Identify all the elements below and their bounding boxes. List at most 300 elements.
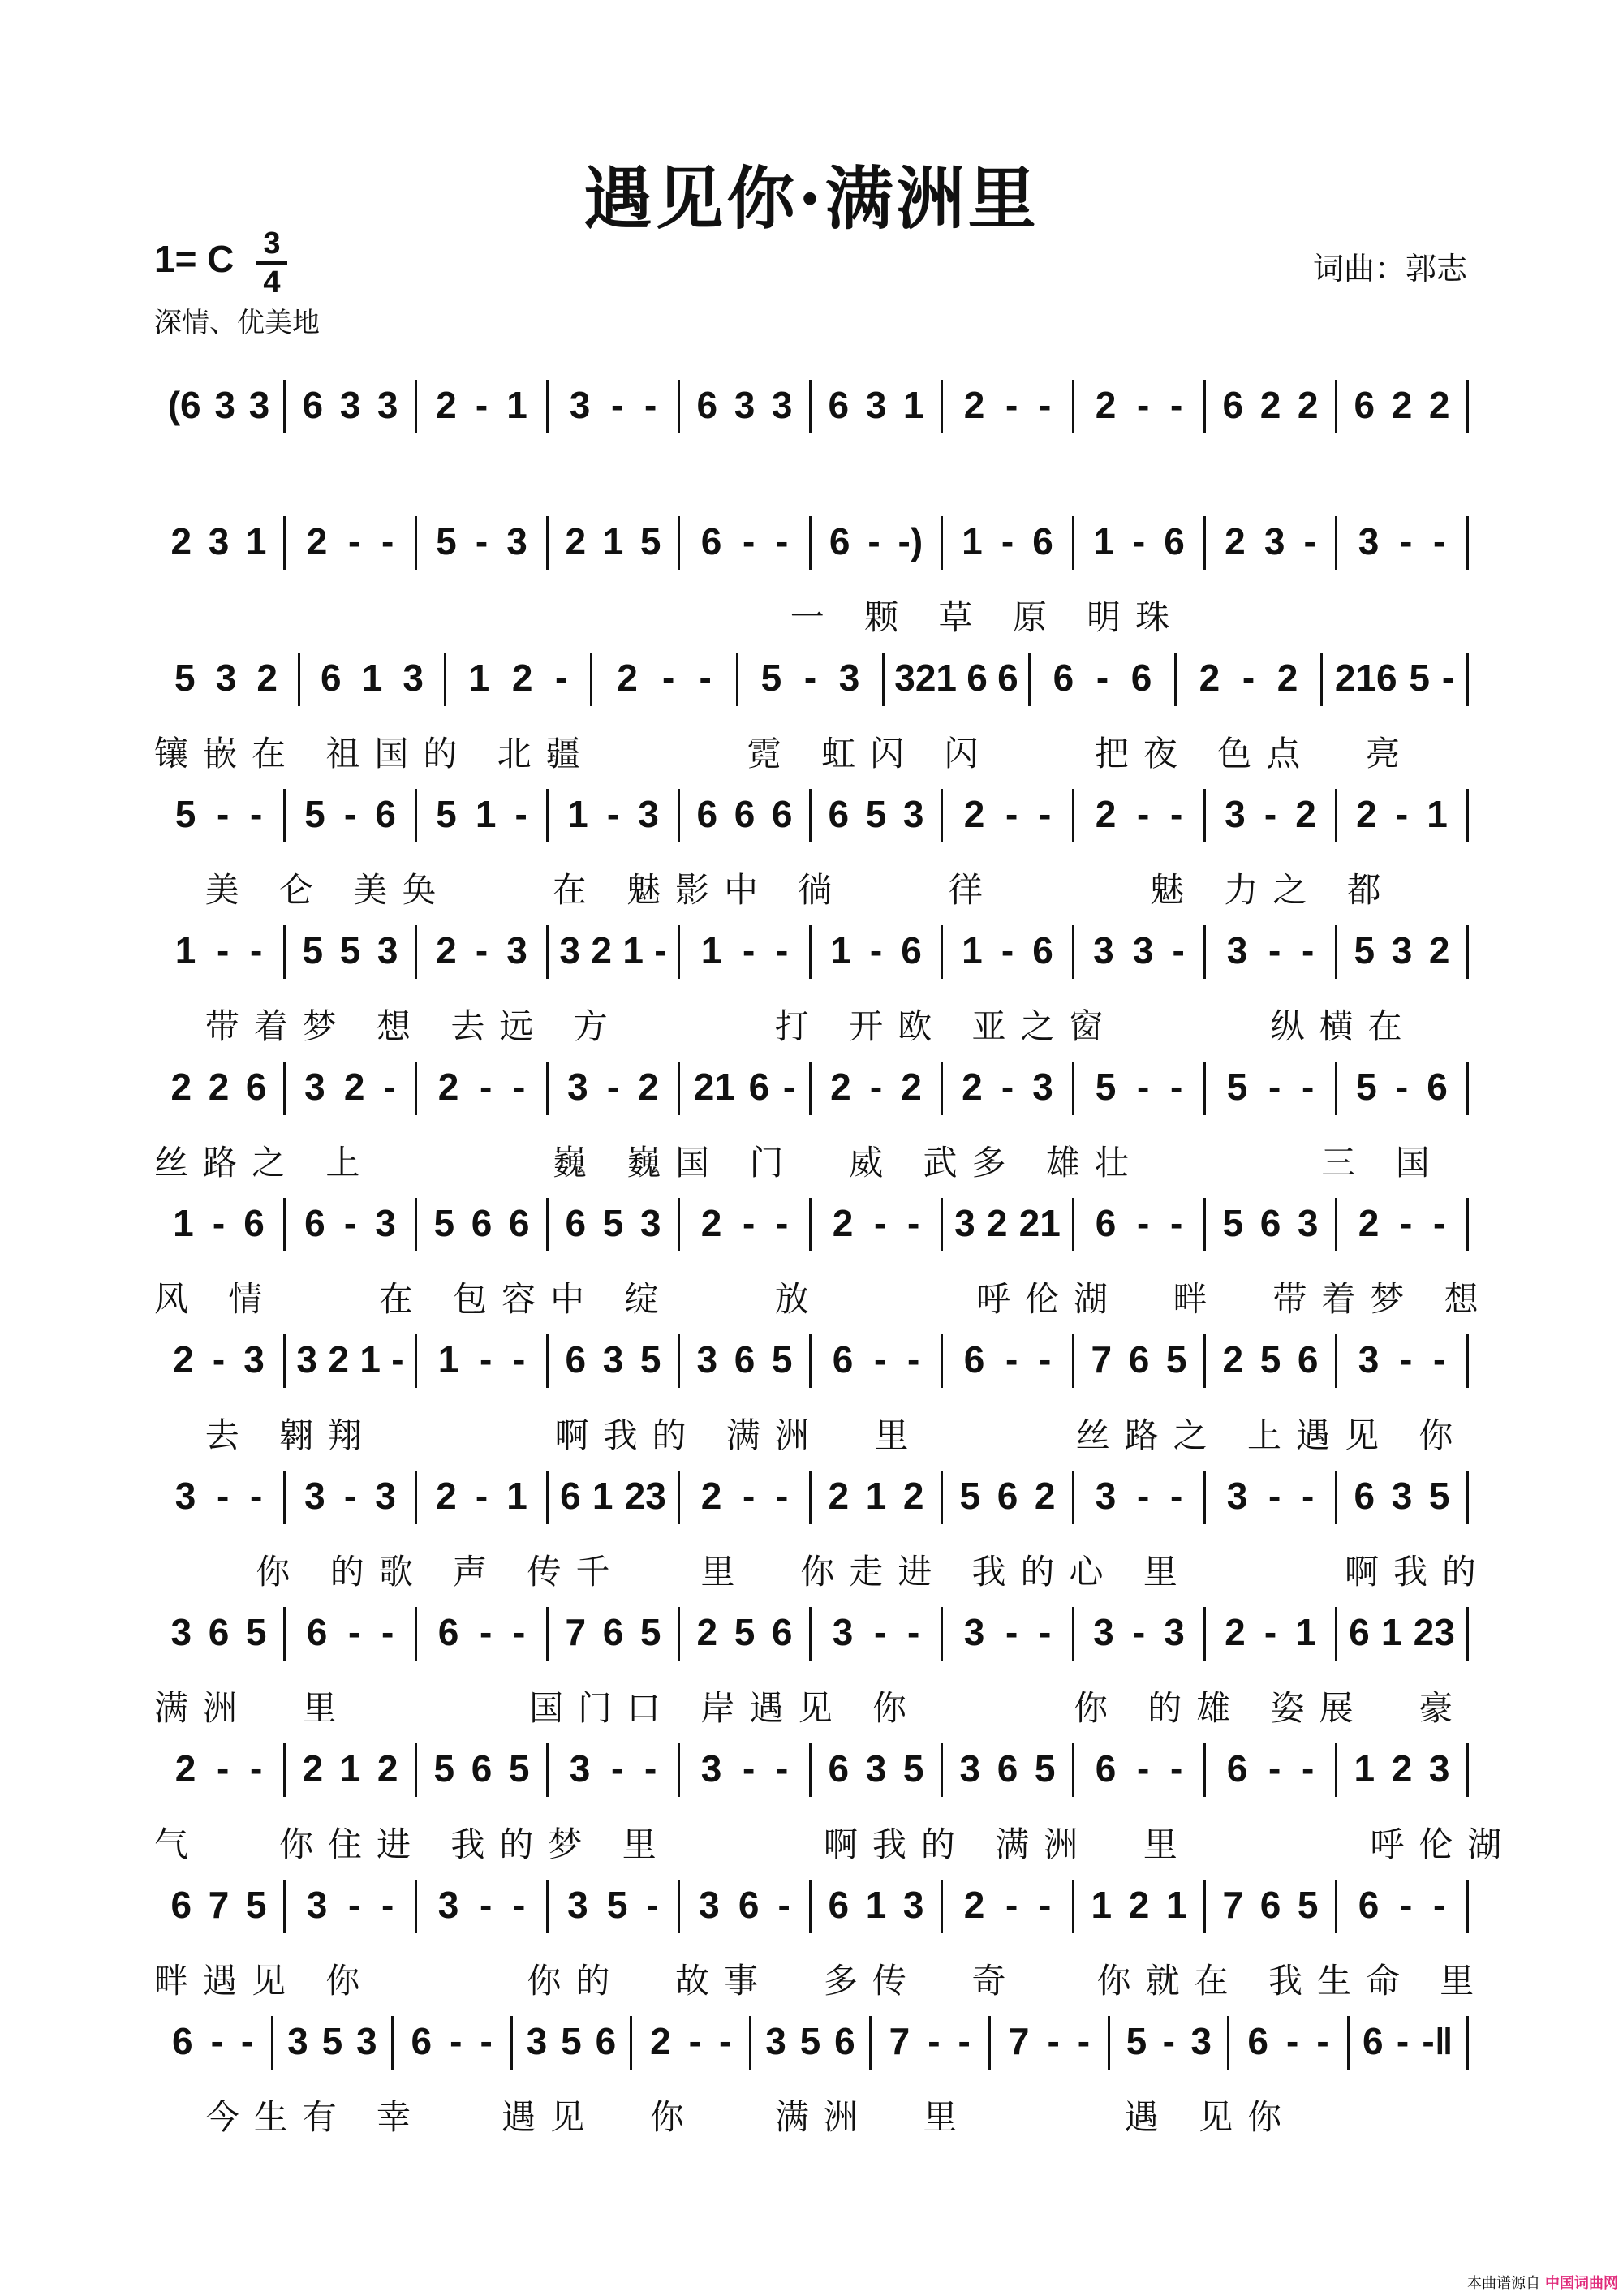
note: -: [958, 2020, 971, 2062]
note: -: [249, 929, 263, 971]
measure: [154, 1456, 283, 1537]
note: 6: [997, 1475, 1018, 1517]
measure: [154, 1865, 283, 1946]
note: 6: [1053, 657, 1074, 699]
measure: [549, 1729, 678, 1810]
measure: [943, 911, 1072, 992]
note: -: [646, 1884, 659, 1926]
note: 2: [436, 1475, 457, 1517]
note: 5: [639, 520, 661, 562]
note: 5: [561, 2020, 582, 2062]
barline: [1466, 380, 1469, 433]
lyric-line: 畔遇见 你 你的 故事 多传 奇 你就在 我生命 里: [154, 1961, 1489, 2001]
note: 5: [1259, 1338, 1281, 1381]
note: -: [479, 1066, 493, 1108]
note: 7: [208, 1884, 230, 1926]
note: -: [644, 1747, 657, 1790]
note: 3: [208, 520, 230, 562]
note: 6: [1032, 520, 1053, 562]
measure: [1323, 638, 1466, 719]
note: 2: [963, 1884, 985, 1926]
note: 6: [595, 2020, 617, 2062]
note: -: [1264, 1611, 1277, 1653]
measure-row: [154, 774, 1469, 855]
measure: [154, 774, 283, 855]
barline: [1466, 516, 1469, 570]
note: 6: [1226, 1747, 1248, 1790]
note: 7: [889, 2020, 911, 2062]
barline: [1466, 1607, 1469, 1661]
measure: [1229, 2001, 1346, 2083]
footer-site: 中国词曲网: [1545, 2275, 1618, 2292]
note: 2: [1358, 1202, 1380, 1244]
barline: [1466, 789, 1469, 842]
note: -: [777, 1884, 790, 1926]
note: 6: [828, 384, 850, 426]
note: 3: [1358, 520, 1380, 562]
lyric-line: 带着梦 想 去远 方 打 开欧 亚之窗 纵横在: [154, 1006, 1417, 1046]
note: 6: [560, 1475, 581, 1517]
note: 2: [832, 1202, 854, 1244]
measure: [1074, 1592, 1203, 1674]
barline: [1466, 1880, 1469, 1933]
note: -: [383, 1066, 396, 1108]
note: 6: [208, 1611, 230, 1653]
note: -: [1005, 793, 1018, 835]
note: 5: [1297, 1884, 1319, 1926]
lyric-line: 今生有 幸 遇见 你 满洲 里 遇 见你: [154, 2097, 1297, 2137]
note: -: [1001, 929, 1014, 971]
note: 6: [565, 1338, 587, 1381]
note: 2: [1095, 384, 1117, 426]
measure: [417, 774, 546, 855]
score-system: [154, 774, 1469, 908]
note: 6: [306, 1611, 328, 1653]
note: 6: [834, 2020, 855, 2062]
measure: [812, 1183, 941, 1264]
score-system: [154, 911, 1469, 1045]
note: -: [1432, 1884, 1446, 1926]
note: 2: [306, 520, 328, 562]
note: -: [1005, 1611, 1018, 1653]
measure: [417, 1320, 546, 1401]
measure: [286, 911, 415, 992]
measure: [286, 1320, 415, 1401]
note: 2: [170, 520, 192, 562]
note: -: [1242, 657, 1255, 699]
measure: [943, 1592, 1072, 1674]
note: (6: [167, 384, 201, 426]
note: -: [1399, 1338, 1413, 1381]
note: 3: [569, 384, 591, 426]
note: -‖: [1422, 2020, 1453, 2062]
note: 2: [436, 384, 457, 426]
note: 3: [1391, 929, 1413, 971]
key-signature: 1= C: [154, 238, 235, 280]
measure: [1074, 1183, 1203, 1264]
score-system: [154, 1729, 1517, 1864]
note: 5: [771, 1338, 793, 1381]
measure: [1337, 774, 1466, 855]
measure: [154, 1183, 283, 1264]
note: -: [216, 1747, 230, 1790]
note: -: [1162, 2020, 1175, 2062]
measure: [446, 638, 590, 719]
note: 5: [174, 657, 196, 699]
measure: [286, 1047, 415, 1128]
note: -: [1169, 1202, 1183, 1244]
measure: [680, 1047, 809, 1128]
measure: [286, 365, 415, 446]
note: 6: [734, 1338, 756, 1381]
note: -: [1301, 1066, 1315, 1108]
note: -: [347, 520, 361, 562]
measure: [417, 1592, 546, 1674]
note: 6: [832, 1338, 854, 1381]
note: -: [1268, 1747, 1281, 1790]
measure: [549, 911, 678, 992]
note: 6: [471, 1202, 493, 1244]
note: -: [1038, 384, 1052, 426]
measure: [1074, 1320, 1203, 1401]
score-system: [154, 1320, 1469, 1454]
barline: [1466, 1743, 1469, 1797]
note: 23: [1413, 1611, 1455, 1653]
note: 2: [1199, 657, 1220, 699]
note: -: [1169, 1475, 1183, 1517]
note: 5: [902, 1747, 924, 1790]
measure-row: [154, 1047, 1469, 1128]
note: 6: [1358, 1884, 1380, 1926]
note: -: [1301, 1747, 1315, 1790]
note: 3: [1093, 929, 1114, 971]
measure: [549, 1456, 678, 1537]
note: 1: [962, 929, 983, 971]
note: 3: [902, 793, 924, 835]
note: 5: [760, 657, 782, 699]
note: -: [1136, 1475, 1150, 1517]
note: -: [475, 384, 489, 426]
note: 216: [1334, 657, 1397, 699]
measure-row: [154, 1729, 1469, 1810]
note: 5: [1354, 929, 1375, 971]
score-system: [154, 502, 1469, 635]
note: 6: [963, 1338, 985, 1381]
note: 2: [436, 929, 457, 971]
note: -: [249, 1475, 263, 1517]
measure: [751, 2001, 868, 2083]
note: 3: [765, 2020, 786, 2062]
barline: [1466, 925, 1469, 979]
note: 2: [511, 657, 533, 699]
note: 21: [1018, 1202, 1061, 1244]
note: 6: [375, 793, 396, 835]
note: 6: [170, 1884, 192, 1926]
measure: [812, 774, 941, 855]
measure: [154, 502, 283, 583]
note: 1: [173, 1202, 194, 1244]
note: -: [1268, 1475, 1281, 1517]
note: -: [1441, 657, 1455, 699]
measure: [1074, 365, 1203, 446]
note: -: [1395, 1066, 1409, 1108]
note: -: [610, 384, 624, 426]
note: -: [742, 1202, 756, 1244]
measure-row: [154, 638, 1469, 719]
measure: [1337, 502, 1466, 583]
measure: [1350, 2001, 1466, 2083]
note: 6: [1222, 384, 1244, 426]
note: 6: [1362, 2020, 1384, 2062]
note: -: [775, 520, 789, 562]
measure: [680, 1729, 809, 1810]
measure: [417, 502, 546, 583]
note: 5: [959, 1475, 981, 1517]
note: -: [873, 1202, 887, 1244]
measure: [1206, 774, 1335, 855]
note: 6: [1297, 1338, 1319, 1381]
note: 3: [1093, 1611, 1114, 1653]
measure: [273, 2001, 390, 2083]
note: 6: [602, 1611, 624, 1653]
note: 5: [321, 2020, 343, 2062]
note: 6: [696, 793, 718, 835]
note: 5: [1356, 1066, 1377, 1108]
note: -: [343, 1202, 357, 1244]
measure: [680, 1320, 809, 1401]
measure: [592, 638, 736, 719]
note: -: [928, 2020, 941, 2062]
note: -: [803, 657, 817, 699]
note: 5: [1428, 1475, 1450, 1517]
measure: [1074, 1865, 1203, 1946]
note: 1: [1093, 520, 1114, 562]
note: -: [1169, 384, 1183, 426]
note: 1: [1380, 1611, 1402, 1653]
measure-row: [154, 1865, 1469, 1946]
note: 1: [592, 1475, 613, 1517]
note: 5: [245, 1611, 267, 1653]
note: 2: [256, 657, 278, 699]
note: 5: [245, 1884, 267, 1926]
note: 3: [1132, 929, 1154, 971]
note: 5: [865, 793, 887, 835]
note: -: [688, 2020, 701, 2062]
note: 5: [1222, 1202, 1244, 1244]
measure: [1074, 502, 1203, 583]
note: -: [1038, 1338, 1052, 1381]
note: 2: [1034, 1475, 1056, 1517]
note: 6: [437, 1611, 459, 1653]
note: -: [775, 1202, 789, 1244]
lyric-line: 你 的歌 声 传千 里 你走进 我的心 里 啊我的: [154, 1552, 1492, 1592]
note: 6: [304, 1202, 325, 1244]
note: 1: [567, 793, 588, 835]
measure: [812, 1456, 941, 1537]
measure: [154, 1047, 283, 1128]
note: 6: [321, 657, 342, 699]
note: 6: [734, 793, 756, 835]
note: -: [742, 929, 756, 971]
score-system: [154, 1047, 1469, 1181]
note: 6: [696, 384, 718, 426]
note: -: [1169, 1747, 1183, 1790]
note: 1: [174, 929, 196, 971]
note: -: [1432, 520, 1446, 562]
note: -: [1005, 384, 1018, 426]
note: 6: [1164, 520, 1185, 562]
note: 3: [526, 2020, 548, 2062]
note: -: [1096, 657, 1109, 699]
note: 6: [829, 520, 850, 562]
measure: [1337, 1320, 1466, 1401]
note: -: [343, 1475, 357, 1517]
time-sig-top: 3: [263, 226, 281, 261]
note: 2: [901, 1066, 922, 1108]
note: 3: [339, 384, 361, 426]
note: -: [906, 1202, 920, 1244]
note: -: [1136, 793, 1150, 835]
note: 6: [738, 1884, 760, 1926]
measure: [1206, 365, 1335, 446]
measure: [1206, 1592, 1335, 1674]
measure: [154, 365, 283, 446]
note: 1: [359, 1338, 381, 1381]
measure-row: [154, 2001, 1469, 2083]
measure: [1074, 774, 1203, 855]
note: 3: [248, 384, 270, 426]
note: 5: [436, 793, 457, 835]
note: 3: [1225, 793, 1246, 835]
measure: [417, 365, 546, 446]
note: -: [1038, 793, 1052, 835]
measure: [154, 1729, 283, 1810]
note: 3: [243, 1338, 265, 1381]
time-signature: [253, 227, 291, 299]
note: 2: [986, 1202, 1008, 1244]
measure: [1206, 1320, 1335, 1401]
note: -: [1316, 2020, 1329, 2062]
measure: [417, 1865, 546, 1946]
measure: [549, 1047, 678, 1128]
note: 5: [734, 1611, 756, 1653]
measure-row: [154, 1183, 1469, 1264]
note: 6: [700, 520, 722, 562]
note: 3: [567, 1066, 588, 1108]
note: 2: [696, 1611, 718, 1653]
lyric-line: 丝路之 上 巍 巍国 门 威 武多 雄壮 三 国: [154, 1143, 1444, 1182]
note: -: [1169, 793, 1183, 835]
measure: [154, 911, 283, 992]
lyric-line: 气 你住进 我的梦 里 啊我的 满洲 里 呼伦湖: [154, 1824, 1517, 1864]
note: -: [391, 1338, 404, 1381]
note: 3: [356, 2020, 377, 2062]
note: 1: [1295, 1611, 1316, 1653]
lyric-line: 一 颗 草 原 明珠: [154, 597, 1185, 637]
measure-row: [154, 911, 1469, 992]
measure: [1074, 1456, 1203, 1537]
note: -: [775, 929, 789, 971]
measure: [1206, 1456, 1335, 1537]
note: 3: [1226, 1475, 1248, 1517]
measure: [549, 1865, 678, 1946]
note: 6: [1259, 1202, 1281, 1244]
measure-row: [154, 1320, 1469, 1401]
measure: [417, 1183, 546, 1264]
note: 2: [343, 1066, 365, 1108]
measure: [1206, 1865, 1335, 1946]
note: -: [699, 657, 712, 699]
note: 3: [1297, 1202, 1319, 1244]
note: 3: [567, 1884, 588, 1926]
measure: [885, 638, 1028, 719]
note: -: [240, 2020, 254, 2062]
measure: [680, 911, 809, 992]
note: 3: [700, 1747, 722, 1790]
note: 3: [304, 1066, 325, 1108]
note: 2: [902, 1475, 924, 1517]
note: -: [775, 1747, 789, 1790]
note: 3: [377, 929, 398, 971]
note: -: [1132, 1611, 1146, 1653]
measure: [943, 1865, 1072, 1946]
note: 5: [508, 1747, 530, 1790]
note: -: [216, 793, 230, 835]
note: 3: [602, 1338, 624, 1381]
note: 2: [1259, 384, 1281, 426]
note: 2: [1225, 1611, 1246, 1653]
note: -: [869, 1066, 883, 1108]
note: 3: [954, 1202, 975, 1244]
note: 2: [174, 1747, 196, 1790]
barline: [1466, 1334, 1469, 1388]
note: 6: [1427, 1066, 1448, 1108]
note: 5: [302, 929, 324, 971]
note: -: [1301, 929, 1315, 971]
note: 3: [1095, 1475, 1117, 1517]
note: 2: [962, 1066, 983, 1108]
note: 3: [174, 1475, 196, 1517]
note: 3: [639, 1202, 661, 1244]
note: 2: [1276, 657, 1298, 699]
note: 3: [1391, 1475, 1413, 1517]
note: 3: [1264, 520, 1285, 562]
measure: [738, 638, 882, 719]
note: 3: [902, 1884, 924, 1926]
note: -: [514, 793, 527, 835]
note: 3: [963, 1611, 985, 1653]
note: 3: [1358, 1338, 1380, 1381]
note: 2: [617, 657, 638, 699]
note: 5: [436, 520, 457, 562]
note: 3: [403, 657, 424, 699]
note: -: [512, 1066, 526, 1108]
note: 6: [302, 384, 324, 426]
footer-source: 本曲谱源自: [1467, 2275, 1540, 2292]
note: 7: [565, 1611, 587, 1653]
tempo-marking: 深情、优美地: [154, 307, 320, 339]
measure: [943, 774, 1072, 855]
note: 6: [1095, 1747, 1117, 1790]
note: -: [216, 929, 230, 971]
note: 7: [1091, 1338, 1113, 1381]
note: 3: [1226, 929, 1248, 971]
note: -: [479, 1884, 493, 1926]
note: -: [347, 1611, 361, 1653]
note: -: [1285, 2020, 1299, 2062]
note: -: [1047, 2020, 1060, 2062]
note: 3: [559, 929, 580, 971]
